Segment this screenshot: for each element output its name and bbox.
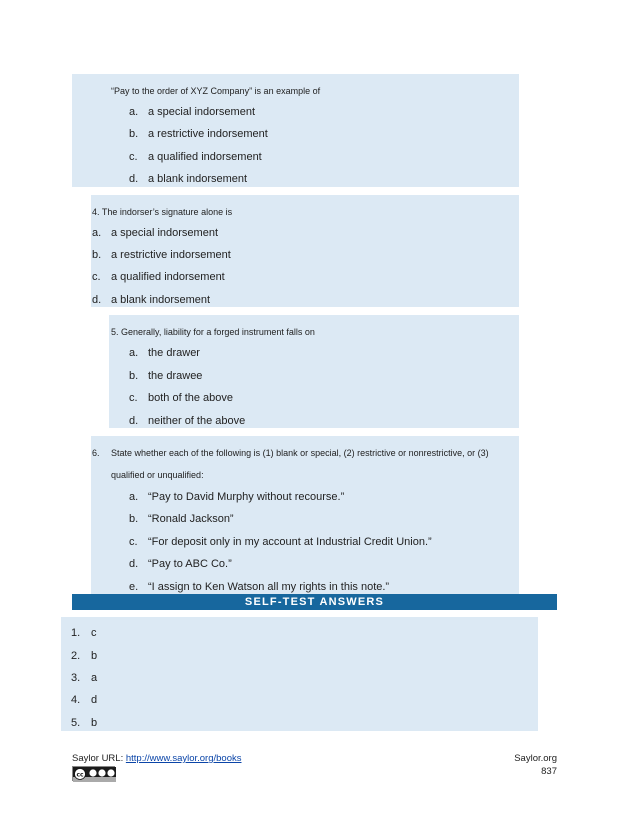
option-letter: e. bbox=[129, 581, 139, 593]
question-5-option-d bbox=[129, 414, 245, 428]
option-text: “Pay to ABC Co.” bbox=[148, 558, 232, 570]
question-5-option-a bbox=[129, 346, 200, 360]
option-letter: c. bbox=[129, 536, 138, 548]
answer-item bbox=[71, 716, 97, 730]
answer-number: 5. bbox=[71, 717, 81, 729]
answer-item bbox=[71, 626, 97, 640]
answer-value: b bbox=[91, 650, 98, 662]
option-text: “I assign to Ken Watson all my rights in this note.” bbox=[148, 581, 390, 593]
question-6-option-d bbox=[129, 557, 232, 571]
question-6-number: 6. bbox=[92, 448, 100, 458]
option-letter: d. bbox=[129, 415, 139, 427]
option-text: a restrictive indorsement bbox=[148, 128, 268, 140]
question-6-option-e bbox=[129, 580, 389, 594]
option-letter: c. bbox=[92, 271, 101, 283]
option-text: neither of the above bbox=[148, 415, 246, 427]
question-6-option-b bbox=[129, 512, 234, 526]
option-text: the drawee bbox=[148, 370, 203, 382]
option-letter: a. bbox=[92, 227, 102, 239]
answer-item bbox=[71, 693, 97, 707]
footer-site: Saylor.org bbox=[514, 753, 557, 764]
answer-number: 4. bbox=[71, 694, 81, 706]
question-6-text-line1: State whether each of the following is (1) blank or special, (2) restrictive or nonrestrictive, or (3) bbox=[111, 448, 489, 458]
question-4-option-d bbox=[92, 293, 210, 307]
footer-url-line bbox=[72, 753, 242, 765]
answer-value: c bbox=[91, 627, 97, 639]
option-letter: c. bbox=[129, 151, 138, 163]
option-text: “Ronald Jackson” bbox=[148, 513, 234, 525]
option-letter: d. bbox=[92, 294, 102, 306]
svg-text:cc: cc bbox=[76, 771, 84, 779]
question-3-option-a bbox=[129, 105, 255, 119]
option-text: “For deposit only in my account at Industrial Credit Union.” bbox=[148, 536, 432, 548]
question-4-text: 4. The indorser’s signature alone is bbox=[92, 207, 233, 217]
cc-badge-graphic bbox=[73, 767, 116, 782]
answer-item bbox=[71, 649, 97, 663]
option-text: a blank indorsement bbox=[148, 173, 248, 185]
option-text: a blank indorsement bbox=[111, 294, 211, 306]
option-text: “Pay to David Murphy without recourse.” bbox=[148, 491, 345, 503]
option-text: a qualified indorsement bbox=[111, 271, 225, 283]
option-letter: d. bbox=[129, 558, 139, 570]
answer-number: 2. bbox=[71, 650, 81, 662]
self-test-answers-heading: SELF-TEST ANSWERS bbox=[72, 594, 557, 610]
option-letter: b. bbox=[129, 370, 139, 382]
option-text: a restrictive indorsement bbox=[111, 249, 231, 261]
option-letter: b. bbox=[92, 249, 102, 261]
option-letter: a. bbox=[129, 106, 139, 118]
question-6-option-a bbox=[129, 490, 344, 504]
answer-item bbox=[71, 671, 97, 685]
question-5-text: 5. Generally, liability for a forged instrument falls on bbox=[111, 327, 315, 337]
question-3-option-b bbox=[129, 127, 268, 141]
question-4-option-c bbox=[92, 270, 225, 284]
question-3-option-d bbox=[129, 172, 247, 186]
option-letter: a. bbox=[129, 347, 139, 359]
option-letter: c. bbox=[129, 392, 138, 404]
answer-value: d bbox=[91, 694, 98, 706]
question-6-text-line2: qualified or unqualified: bbox=[111, 470, 204, 480]
question-5-option-b bbox=[129, 369, 202, 383]
question-3-text: “Pay to the order of XYZ Company” is an example of bbox=[111, 86, 321, 96]
option-text: the drawer bbox=[148, 347, 200, 359]
question-4-option-b bbox=[92, 248, 231, 262]
option-letter: b. bbox=[129, 128, 139, 140]
answer-value: a bbox=[91, 672, 98, 684]
option-letter: d. bbox=[129, 173, 139, 185]
option-text: a special indorsement bbox=[111, 227, 219, 239]
question-4-option-a bbox=[92, 226, 218, 240]
creative-commons-by-nc-sa-icon bbox=[72, 766, 115, 781]
option-letter: a. bbox=[129, 491, 139, 503]
option-text: a qualified indorsement bbox=[148, 151, 262, 163]
question-5-option-c bbox=[129, 391, 233, 405]
question-3-option-c bbox=[129, 150, 262, 164]
footer-url-label: Saylor URL: bbox=[72, 753, 126, 764]
option-text: a special indorsement bbox=[148, 106, 256, 118]
answer-number: 1. bbox=[71, 627, 81, 639]
option-text: both of the above bbox=[148, 392, 234, 404]
saylor-books-link[interactable]: http://www.saylor.org/books bbox=[125, 753, 242, 764]
question-6-option-c bbox=[129, 535, 432, 549]
page-number: 837 bbox=[541, 766, 557, 777]
answer-value: b bbox=[91, 717, 98, 729]
option-letter: b. bbox=[129, 513, 139, 525]
answers-block bbox=[61, 617, 538, 731]
answer-number: 3. bbox=[71, 672, 81, 684]
